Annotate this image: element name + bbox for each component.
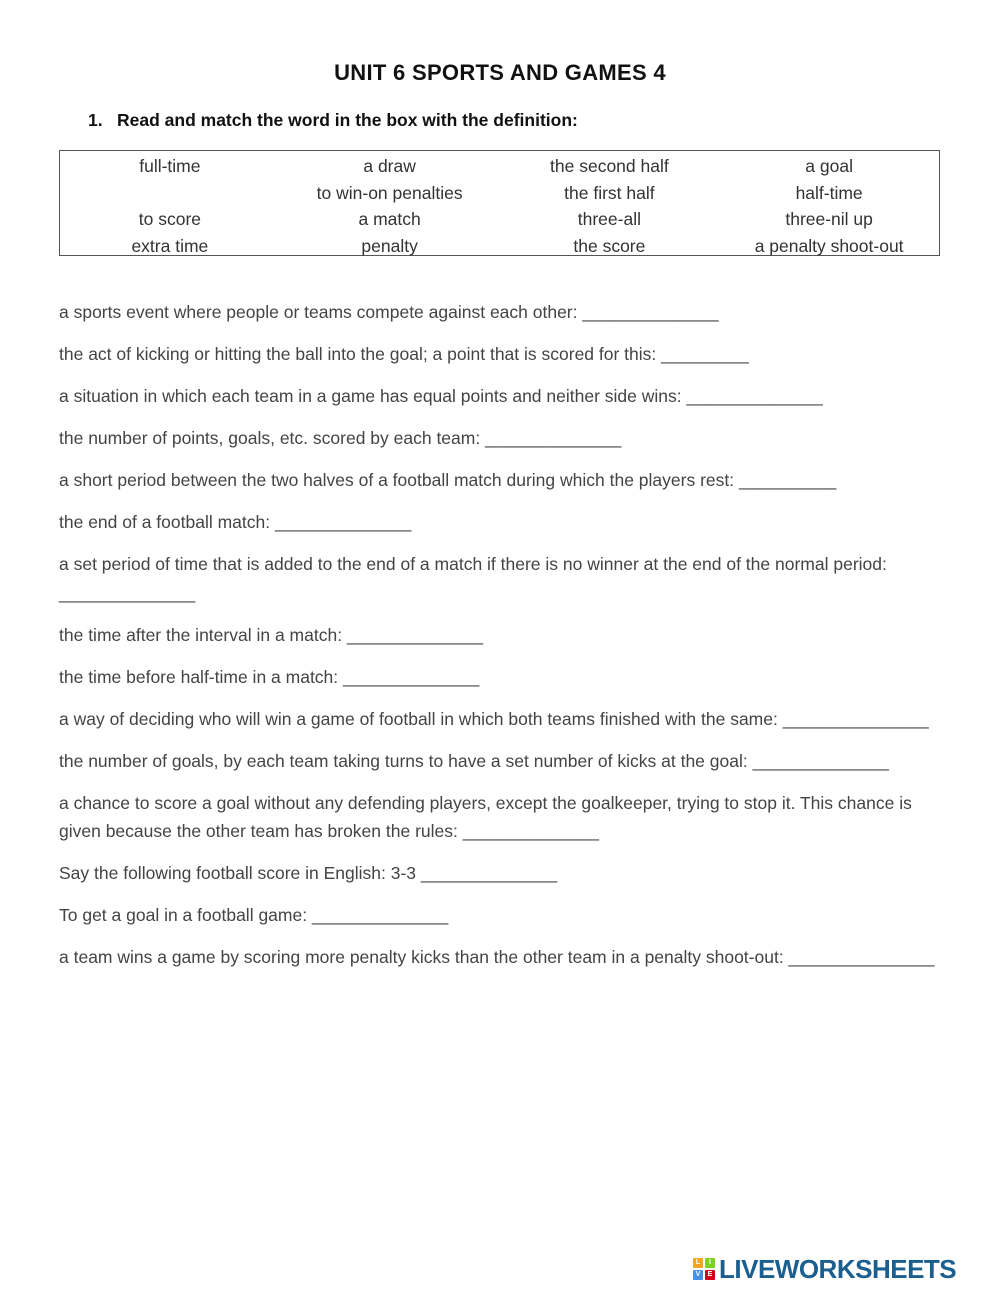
definition-item: a way of deciding who will win a game of football in which both teams finished with the same: _______________ [59, 708, 929, 729]
definition-item: Say the following football score in English: 3-3 ______________ [59, 863, 558, 883]
definition-item: the act of kicking or hitting the ball into the goal; a point that is scored for this: _________ [59, 344, 749, 364]
word-row [60, 180, 939, 207]
definition-item: the end of a football match: ______________ [59, 512, 412, 532]
word-cell: to score [138, 209, 201, 229]
liveworksheets-logo [693, 1254, 956, 1284]
logo-letter: E [705, 1270, 715, 1280]
word-cell: the second half [550, 156, 669, 176]
definition-item: a sports event where people or teams compete against each other: ______________ [59, 302, 719, 322]
word-cell: three-nil up [785, 209, 873, 229]
instruction-number: 1. [88, 110, 103, 130]
definition-item: a situation in which each team in a game has equal points and neither side wins: ______________ [59, 386, 823, 406]
word-cell: a goal [805, 156, 853, 176]
worksheet-title: UNIT 6 SPORTS AND GAMES 4 [334, 60, 666, 85]
word-cell: a penalty shoot-out [754, 235, 904, 256]
definition-item: a chance to score a goal without any defending players, except the goalkeeper, trying to stop it. This chance is given because the other team has broken the rules: ______________ [59, 792, 912, 841]
definition-item: the time after the interval in a match: ______________ [59, 624, 484, 645]
word-cell [60, 180, 280, 207]
word-row [60, 153, 939, 180]
word-row [60, 206, 939, 233]
logo-letter: V [693, 1270, 703, 1280]
definition-item: the number of points, goals, etc. scored by each team: ______________ [59, 428, 622, 448]
instruction [88, 110, 578, 131]
word-cell: penalty [361, 235, 418, 256]
word-box [59, 150, 940, 256]
definition-item: a team wins a game by scoring more penalty kicks than the other team in a penalty shoot-out: _______________ [59, 947, 935, 967]
word-cell: to win-on penalties [316, 182, 463, 203]
word-cell: the score [573, 235, 646, 256]
logo-text: LIVEWORKSHEETS [719, 1253, 957, 1284]
question-list [59, 298, 949, 985]
definition-item: To get a goal in a football game: ______________ [59, 905, 449, 925]
instruction-text: Read and match the word in the box with the definition: [117, 110, 578, 130]
word-row [60, 233, 939, 260]
word-table [60, 153, 939, 259]
definition-item: a short period between the two halves of a football match during which the players rest: __________ [59, 470, 837, 490]
word-cell: extra time [131, 235, 209, 256]
word-cell: the first half [564, 182, 655, 203]
word-cell: a draw [363, 156, 416, 176]
logo-mark-icon [693, 1258, 715, 1280]
definition-item: a set period of time that is added to the end of a match if there is no winner at the end of the normal period: ______________ [59, 554, 887, 603]
definition-item: the time before half-time in a match: ______________ [59, 666, 480, 687]
definition-item: the number of goals, by each team taking turns to have a set number of kicks at the goal: ______________ [59, 750, 889, 771]
logo-letter: L [693, 1258, 703, 1268]
word-cell: three-all [577, 209, 641, 229]
word-cell: half-time [795, 182, 863, 203]
word-cell: full-time [139, 156, 201, 176]
logo-letter: I [705, 1258, 715, 1268]
word-cell: a match [358, 209, 421, 229]
